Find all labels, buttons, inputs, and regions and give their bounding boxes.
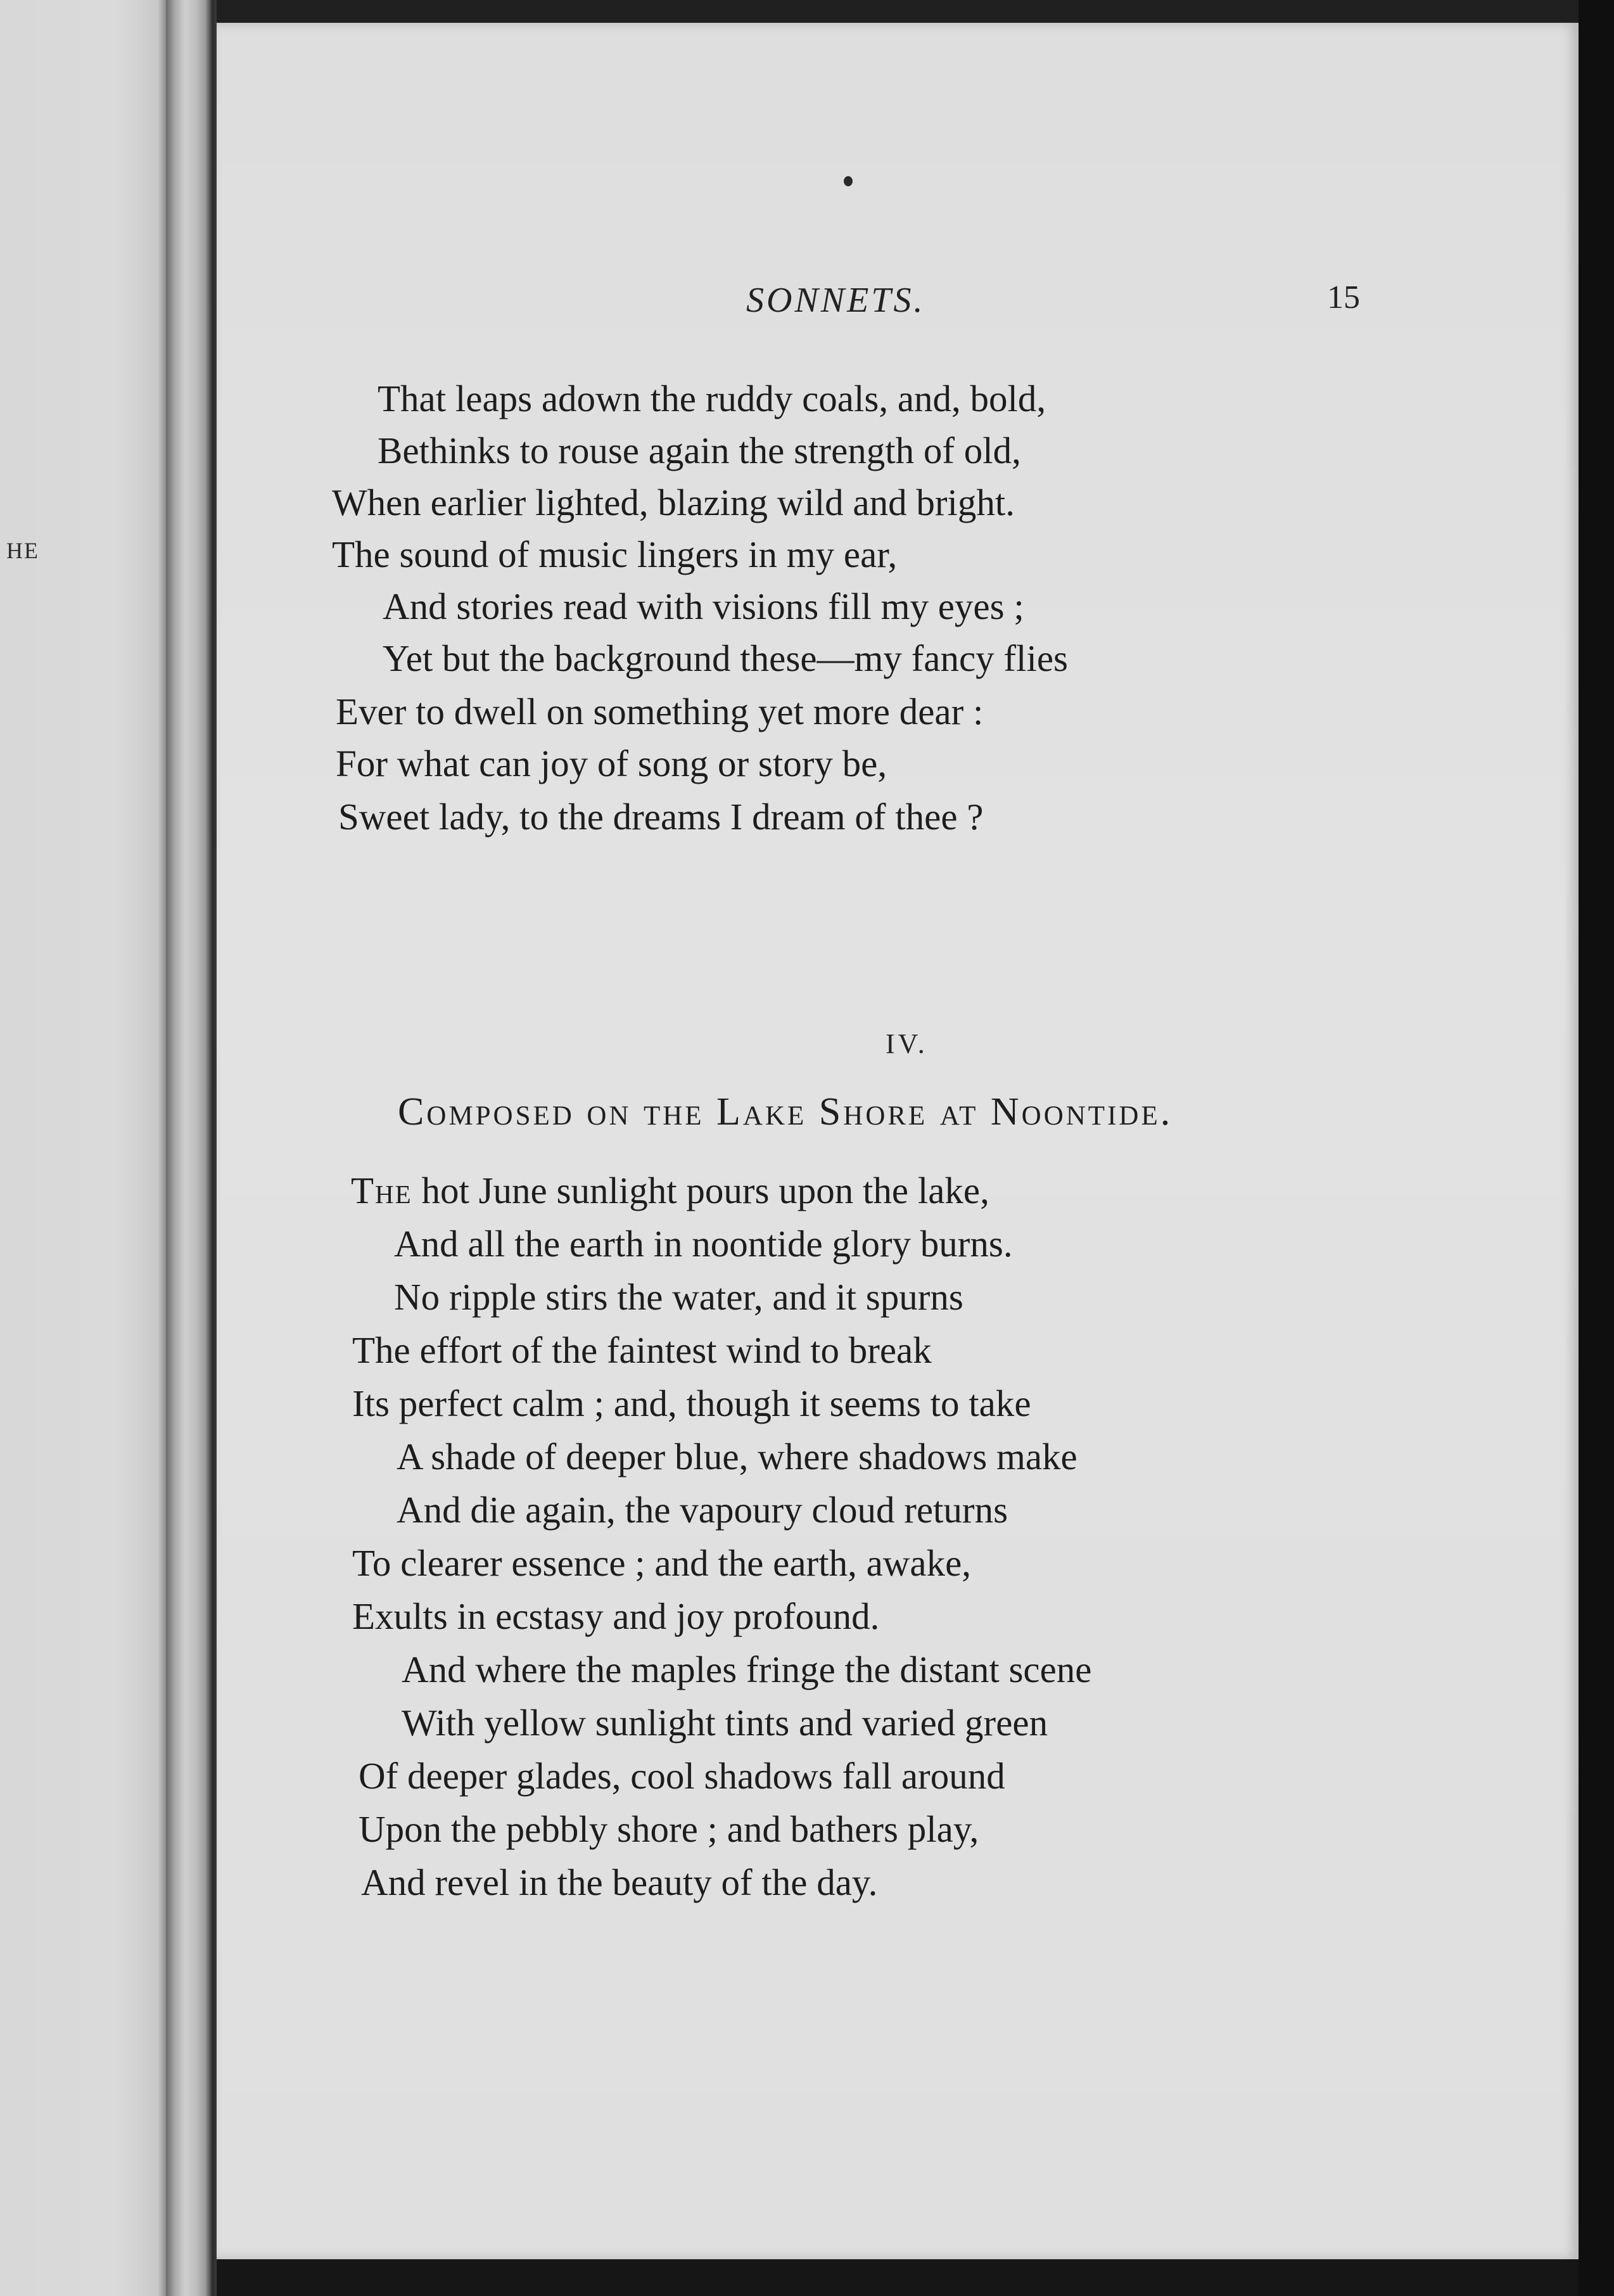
verse-line: And die again, the vapoury cloud returns (397, 1489, 1008, 1531)
verse-line: The effort of the faintest wind to break (352, 1329, 932, 1371)
running-head: SONNETS. (746, 281, 925, 320)
sonnet-title: Composed on the Lake Shore at Noontide. (398, 1090, 1173, 1133)
verse-line: Bethinks to rouse again the strength of old, (378, 430, 1021, 471)
verse-line: For what can joy of song or story be, (336, 743, 887, 784)
verse-line: No ripple stirs the water, and it spurns (394, 1276, 963, 1318)
previous-page-edge (0, 0, 166, 2296)
verse-line: Of deeper glades, cool shadows fall around (359, 1755, 1005, 1797)
verse-line: Ever to dwell on something yet more dear : (336, 691, 984, 732)
verse-line-first (351, 1168, 989, 1213)
book-page (217, 23, 1579, 2259)
first-line-rest: hot June sunlight pours upon the lake, (412, 1170, 989, 1211)
scan-top-border (217, 0, 1579, 23)
verse-line: Sweet lady, to the dreams I dream of thee ? (338, 796, 984, 838)
verse-line: A shade of deeper blue, where shadows make (397, 1436, 1077, 1477)
sonnet-number: IV. (886, 1028, 928, 1059)
verse-line: Its perfect calm ; and, though it seems to take (352, 1382, 1031, 1424)
verse-line: Exults in ecstasy and joy profound. (352, 1595, 880, 1637)
ink-speck (844, 176, 853, 186)
verse-line: And stories read with visions fill my eyes ; (383, 585, 1024, 627)
verse-line: That leaps adown the ruddy coals, and, bold, (378, 378, 1046, 419)
verse-line: Yet but the background these—my fancy flies (383, 637, 1068, 679)
verse-line: And all the earth in noontide glory burns. (394, 1223, 1013, 1265)
scan-bottom-border (217, 2259, 1579, 2296)
verse-line: Upon the pebbly shore ; and bathers play, (359, 1808, 979, 1850)
scan-right-border (1579, 0, 1614, 2296)
verse-line: The sound of music lingers in my ear, (332, 533, 898, 575)
previous-page-text-fragment: HE (6, 538, 39, 563)
verse-line: With yellow sunlight tints and varied green (402, 1702, 1048, 1744)
page-number: 15 (1327, 279, 1360, 316)
verse-line: When earlier lighted, blazing wild and bright. (332, 482, 1015, 523)
verse-line: And where the maples fringe the distant scene (402, 1649, 1092, 1690)
opening-word: The (351, 1170, 412, 1211)
book-gutter (166, 0, 217, 2296)
verse-line: To clearer essence ; and the earth, awake, (352, 1542, 972, 1584)
verse-line: And revel in the beauty of the day. (361, 1861, 878, 1903)
